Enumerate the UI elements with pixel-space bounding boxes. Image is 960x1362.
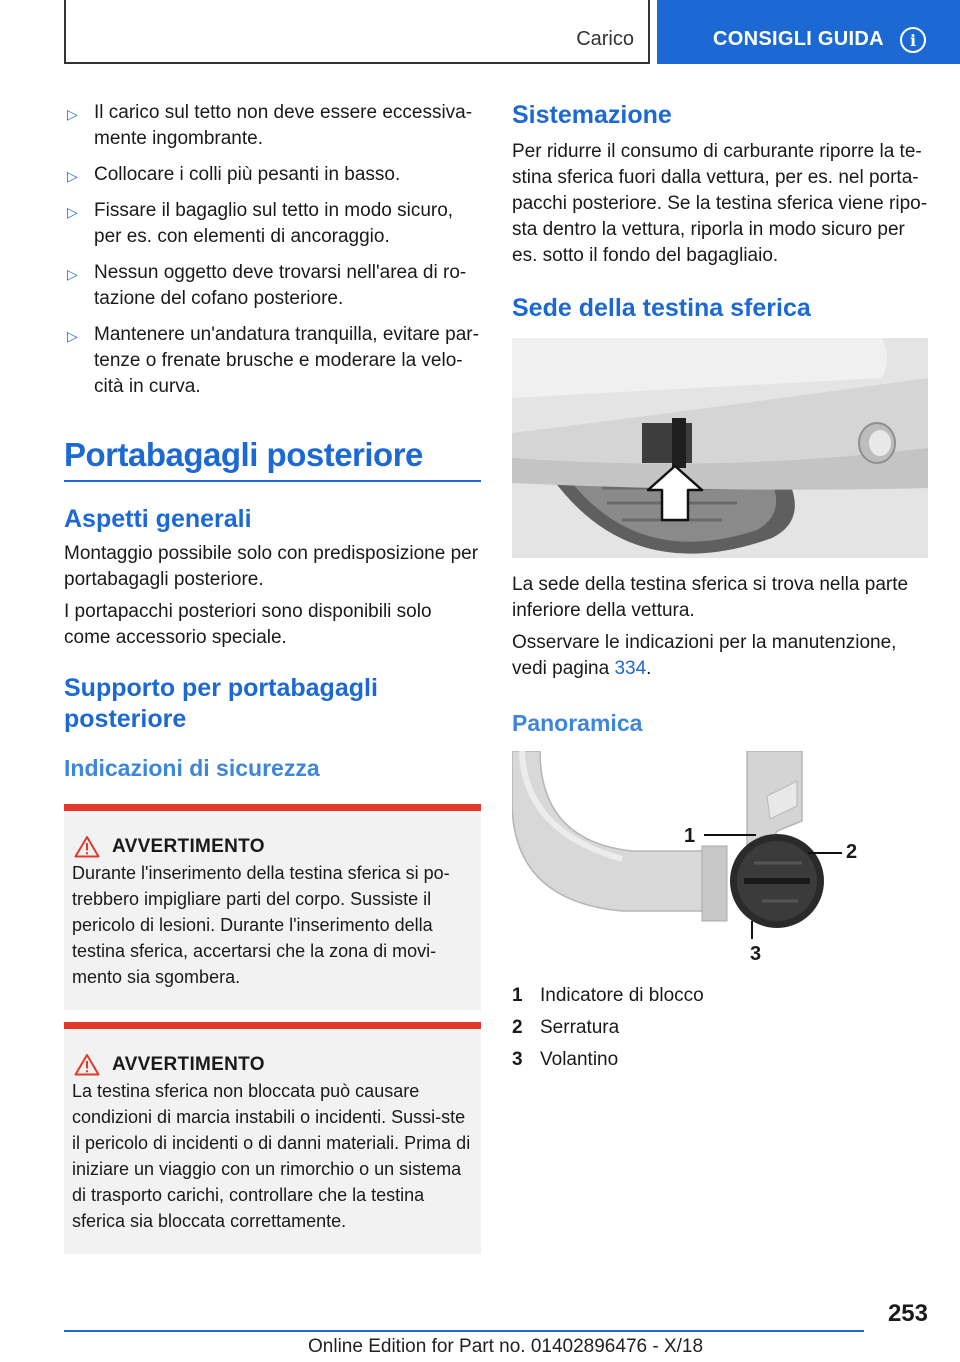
roof-load-bullets: [64, 100, 481, 400]
callout-1: 1: [684, 825, 696, 847]
warning-title: AVVERTIMENTO: [112, 835, 265, 857]
page-reference-link[interactable]: 334: [614, 658, 647, 679]
warning-box-1: [64, 804, 481, 1010]
paragraph-storage: Per ridurre il consumo di carburante riporre la te-stina sferica fuori dalla vettura, per es. nel porta-pacchi posteriore. Se la testina sferica viene ripo-sta dentro la vettura, riporla in modo sicuro per es. sotto il fondo del bagagliaio.: [512, 141, 928, 266]
heading-safety: Indicazioni di sicurezza: [64, 755, 320, 781]
triangle-bullet-icon: ▷: [67, 328, 78, 344]
list-item: ▷ Fissare il bagaglio sul tetto in modo sicuro, per es. con elementi di ancoraggio.: [67, 200, 454, 247]
triangle-bullet-icon: ▷: [67, 106, 78, 122]
list-item: ▷ Il carico sul tetto non deve essere eccessiva-mente ingombrante.: [67, 102, 473, 149]
triangle-bullet-icon: ▷: [67, 168, 78, 184]
legend-number: 1: [512, 985, 523, 1006]
paragraph-seat-1: La sede della testina sferica si trova nella parte inferiore della vettura.: [512, 574, 909, 621]
page-header: [0, 0, 960, 66]
paragraph-general-1: Montaggio possibile solo con predisposizione per portabagagli posteriore.: [64, 543, 479, 590]
triangle-bullet-icon: ▷: [67, 266, 78, 282]
legend-row: [512, 1015, 928, 1041]
list-item: ▷ Mantenere un'andatura tranquilla, evitare par-tenze o frenate brusche e moderare la velo-cità in curva.: [67, 324, 479, 397]
heading-storage: Sistemazione: [512, 101, 672, 129]
legend-number: 2: [512, 1017, 523, 1038]
warning-triangle-icon: [72, 835, 102, 858]
paragraph-seat-2: Osservare le indicazioni per la manutenzione, vedi pagina 334.: [512, 632, 897, 679]
header-chapter-tab[interactable]: [657, 0, 960, 64]
list-item: ▷ Nessun oggetto deve trovarsi nell'area di ro-tazione del cofano posteriore.: [67, 262, 467, 309]
footer-edition: Online Edition for Part no. 01402896476 - X/18: [308, 1336, 704, 1357]
paragraph-general-2: I portapacchi posteriori sono disponibili solo come accessorio speciale.: [64, 601, 432, 648]
legend-number: 3: [512, 1049, 523, 1070]
heading-seat: Sede della testina sferica: [512, 294, 811, 322]
heading-overview: Panoramica: [512, 710, 643, 736]
left-column: [64, 100, 481, 1254]
warning-text: Durante l'inserimento della testina sferica si po-trebbero impigliare parti del corpo. Sussiste il pericolo di lesioni. Durante l'inserimento della testina sferica, accertarsi che la zona di movi-mento sia sgombera.: [72, 863, 450, 987]
tow-hitch-location-image: [512, 338, 928, 558]
page-number: 253: [887, 1300, 928, 1327]
warning-triangle-icon: [72, 1053, 102, 1076]
legend-label: Volantino: [540, 1049, 619, 1070]
callout-2: 2: [846, 841, 858, 863]
header-section-title: Carico: [576, 28, 634, 50]
legend-label: Indicatore di blocco: [540, 985, 704, 1006]
legend-row: [512, 1047, 928, 1073]
triangle-bullet-icon: ▷: [67, 204, 78, 220]
footer-divider: [64, 1330, 864, 1332]
warning-box-2: [64, 1022, 481, 1254]
ball-head-overview-image: [512, 751, 928, 971]
warning-header: [72, 1053, 473, 1076]
legend-row: [512, 983, 928, 1009]
warning-header: [72, 835, 473, 858]
section-title-rear-carrier: Portabagagli posteriore: [64, 436, 481, 482]
list-item: ▷ Collocare i colli più pesanti in basso.: [64, 162, 481, 188]
heading-general: Aspetti generali: [64, 505, 252, 533]
header-section-box: [64, 0, 650, 64]
callout-3: 3: [750, 943, 762, 965]
warning-text: La testina sferica non bloccata può causare condizioni di marcia instabili o incidenti. Sussi-ste il pericolo di incidenti o di danni materiali. Prima di iniziare un viaggio con un rimorchio o un sistema di trasporto carichi, controllare che la testina sferica sia bloccata correttamente.: [72, 1081, 471, 1231]
legend-label: Serratura: [540, 1017, 620, 1038]
warning-title: AVVERTIMENTO: [112, 1053, 265, 1075]
header-chapter-label: CONSIGLI GUIDA: [713, 27, 884, 50]
right-column: [512, 100, 928, 1079]
heading-support: Supporto per portabagagli posteriore: [64, 674, 378, 733]
legend-list: [512, 983, 928, 1073]
info-icon: i: [900, 27, 926, 53]
